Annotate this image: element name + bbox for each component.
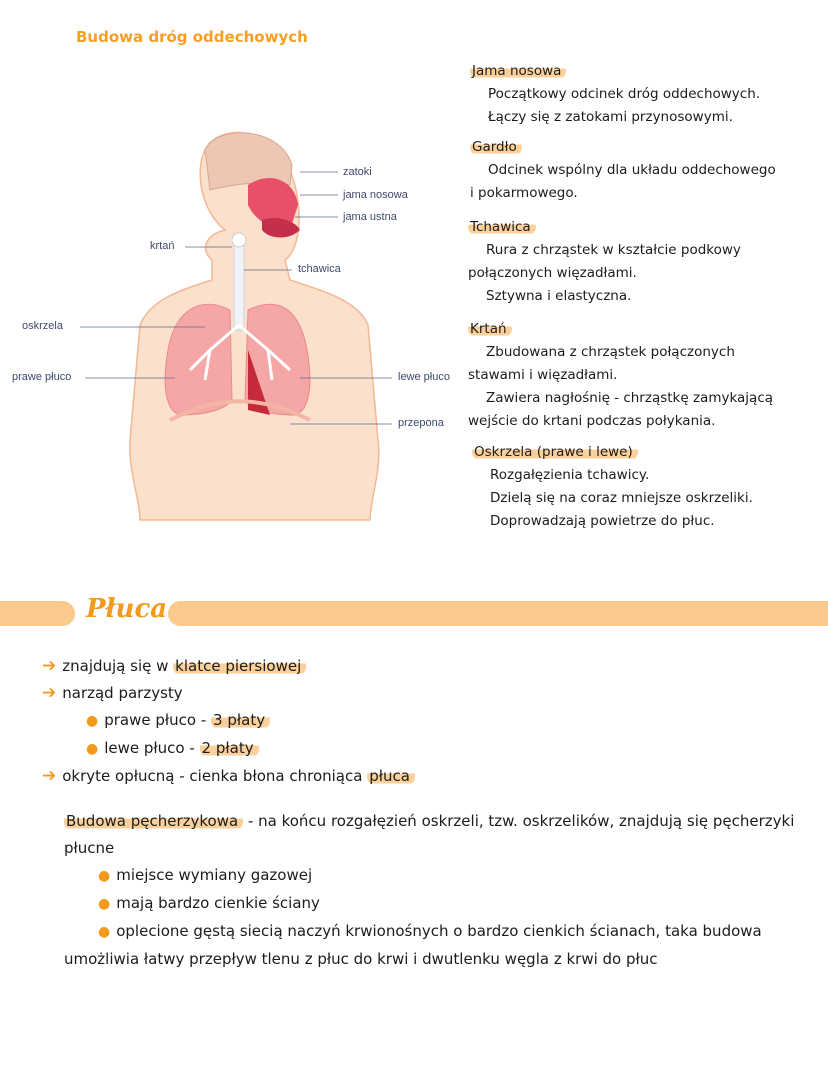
section-heading: Tchawica <box>468 219 536 235</box>
section-gardlo <box>470 136 776 205</box>
highlight: klatce piersiowej <box>173 657 306 675</box>
section-heading: Gardło <box>470 139 522 155</box>
section-line: Doprowadzają powietrze do płuc. <box>490 513 715 529</box>
section-line: wejście do krtani podczas połykania. <box>468 413 716 429</box>
section-krtan <box>468 318 773 433</box>
banner-bar-right <box>168 601 828 626</box>
highlight: płuca <box>367 767 415 785</box>
label-jama-nosowa: jama nosowa <box>343 189 408 201</box>
highlight: Budowa pęcherzykowa <box>64 812 243 830</box>
arrow-icon: ➔ <box>42 766 57 786</box>
bullet-icon: ● <box>98 868 111 884</box>
label-oskrzela: oskrzela <box>22 320 63 332</box>
item-text: mają bardzo cienkie ściany <box>116 894 320 912</box>
section-tchawica <box>468 216 741 308</box>
bullet-icon: ● <box>98 896 111 912</box>
section-line: stawami i więzadłami. <box>468 367 618 383</box>
item-text: lewe płuco - <box>104 739 200 757</box>
label-lewe-pluco: lewe płuco <box>398 371 450 383</box>
section-line: Początkowy odcinek dróg oddechowych. <box>488 86 761 102</box>
banner-bar-left <box>0 601 75 626</box>
section-line: Zbudowana z chrząstek połączonych <box>486 344 735 360</box>
page-title: Budowa dróg oddechowych <box>76 28 308 46</box>
section-oskrzela <box>472 441 753 533</box>
list-item <box>64 862 809 890</box>
section-line: Zawiera nagłośnię - chrząstkę zamykającą <box>486 390 774 406</box>
alveolar-paragraph <box>64 808 809 862</box>
label-zatoki: zatoki <box>343 166 372 178</box>
item-text: miejsce wymiany gazowej <box>116 866 313 884</box>
item-text: prawe płuco - <box>104 711 212 729</box>
label-prawe-pluco: prawe płuco <box>12 371 72 383</box>
label-tchawica: tchawica <box>298 263 341 275</box>
section-heading: Krtań <box>468 321 512 337</box>
section-line: Łączy się z zatokami przynosowymi. <box>488 109 733 125</box>
highlight: 2 płaty <box>200 739 259 757</box>
section-heading: Oskrzela (prawe i lewe) <box>472 444 638 460</box>
list-item <box>64 918 809 973</box>
highlight: 3 płaty <box>211 711 270 729</box>
section-heading: Jama nosowa <box>470 63 566 79</box>
paragraph-text: - na końcu rozgałęzień oskrzeli, tzw. oskrzelików, znajdują się pęcherzyki płucne <box>64 812 795 857</box>
bullet-list <box>42 653 415 790</box>
list-item <box>42 680 415 707</box>
section-line: Rura z chrząstek w kształcie podkowy <box>486 242 741 258</box>
list-item <box>42 763 415 790</box>
section-line: Odcinek wspólny dla układu oddechowego <box>488 162 776 178</box>
label-krtan: krtań <box>150 240 175 252</box>
alveolar-list <box>64 862 809 973</box>
section-line: i pokarmowego. <box>470 185 578 201</box>
item-text: okryte opłucną - cienka błona chroniąca <box>62 767 368 785</box>
list-item <box>42 707 415 735</box>
section-line: Rozgałęzienia tchawicy. <box>490 467 650 483</box>
bullet-icon: ● <box>86 741 99 757</box>
item-text: narząd parzysty <box>62 684 183 702</box>
item-text: oplecione gęstą siecią naczyń krwionośnych o bardzo cienkich ścianach, taka budowa umożliwia łatwy przepływ tlenu z płuc do krwi i dwutlenku węgla z krwi do płuc <box>64 922 762 968</box>
list-item <box>64 890 809 918</box>
section-line: Sztywna i elastyczna. <box>486 288 632 304</box>
section-line: połączonych więzadłami. <box>468 265 637 281</box>
list-item <box>42 653 415 680</box>
label-przepona: przepona <box>398 417 444 429</box>
item-text: znajdują się w <box>62 657 174 675</box>
respiratory-diagram <box>0 110 460 530</box>
arrow-icon: ➔ <box>42 683 57 703</box>
section-line: Dzielą się na coraz mniejsze oskrzeliki. <box>490 490 753 506</box>
bullet-icon: ● <box>98 924 111 940</box>
section-title-pluca: Płuca <box>86 594 168 624</box>
label-jama-ustna: jama ustna <box>343 211 397 223</box>
arrow-icon: ➔ <box>42 656 57 676</box>
bullet-icon: ● <box>86 713 99 729</box>
list-item <box>42 735 415 763</box>
section-jama-nosowa <box>470 60 760 129</box>
